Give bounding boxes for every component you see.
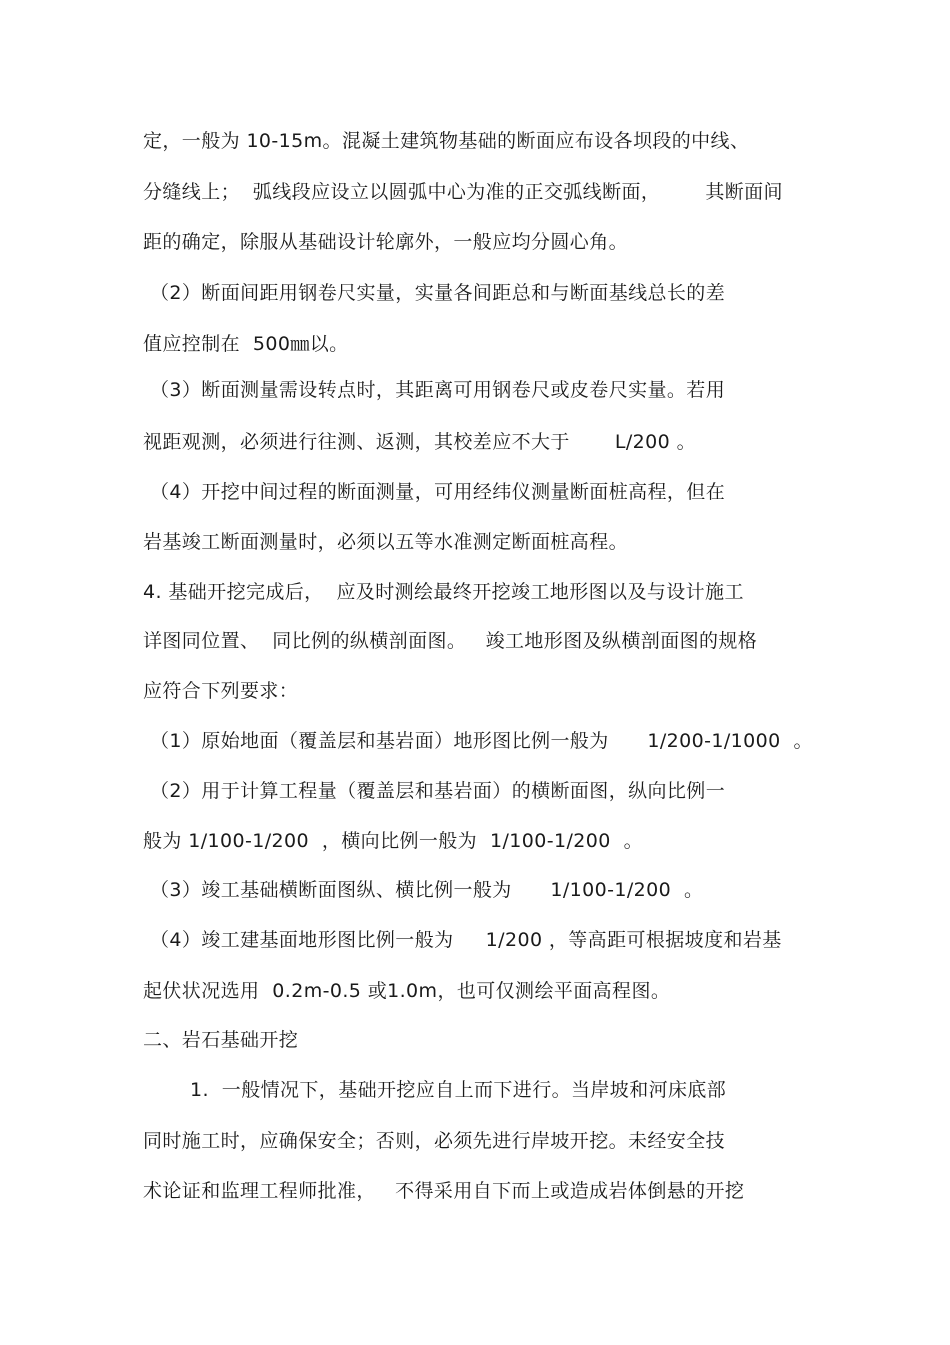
text-line: 同时施工时，应确保安全；否则，必须先进行岸坡开挖。未经安全技	[143, 1130, 726, 1152]
text-line: 详图同位置、 同比例的纵横剖面图。 竣工地形图及纵横剖面图的规格	[143, 630, 758, 652]
text-line: 般为 1/100-1/200 ，横向比例一般为 1/100-1/200 。	[143, 830, 644, 852]
text-line: 术论证和监理工程师批准， 不得采用自下而上或造成岩体倒悬的开挖	[143, 1180, 745, 1202]
text-line: 值应控制在 500㎜以。	[143, 333, 349, 355]
text-line: 定，一般为 10-15m。混凝土建筑物基础的断面应布设各坝段的中线、	[143, 130, 750, 152]
text-line: 应符合下列要求：	[143, 680, 299, 702]
text-line: （3）断面测量需设转点时，其距离可用钢卷尺或皮卷尺实量。若用	[150, 379, 726, 401]
text-line: 分缝线上； 弧线段应设立以圆弧中心为准的正交弧线断面， 其断面间	[143, 181, 783, 203]
text-line: （4）竣工建基面地形图比例一般为 1/200 ，等高距可根据坡度和岩基	[150, 929, 782, 951]
text-line: 视距观测，必须进行往测、返测，其校差应不大于 L/200 。	[143, 431, 696, 453]
text-line: （2）断面间距用钢卷尺实量，实量各间距总和与断面基线总长的差	[150, 282, 726, 304]
text-line: （3）竣工基础横断面图纵、横比例一般为 1/100-1/200 。	[150, 879, 704, 901]
text-line: 岩基竣工断面测量时，必须以五等水准测定断面桩高程。	[143, 531, 629, 553]
section-heading: 二、岩石基础开挖	[143, 1029, 299, 1051]
text-line: （1）原始地面（覆盖层和基岩面）地形图比例一般为 1/200-1/1000 。	[150, 730, 813, 752]
text-line: 起伏状况选用 0.2m-0.5 或1.0m，也可仅测绘平面高程图。	[143, 980, 671, 1002]
text-line: 1. 一般情况下，基础开挖应自上而下进行。当岸坡和河床底部	[190, 1079, 727, 1101]
text-line: 距的确定，除服从基础设计轮廓外，一般应均分圆心角。	[143, 231, 629, 253]
text-line: （4）开挖中间过程的断面测量，可用经纬仪测量断面桩高程，但在	[150, 481, 726, 503]
text-line: 4. 基础开挖完成后， 应及时测绘最终开挖竣工地形图以及与设计施工	[143, 581, 744, 603]
text-line: （2）用于计算工程量（覆盖层和基岩面）的横断面图，纵向比例一	[150, 780, 726, 802]
